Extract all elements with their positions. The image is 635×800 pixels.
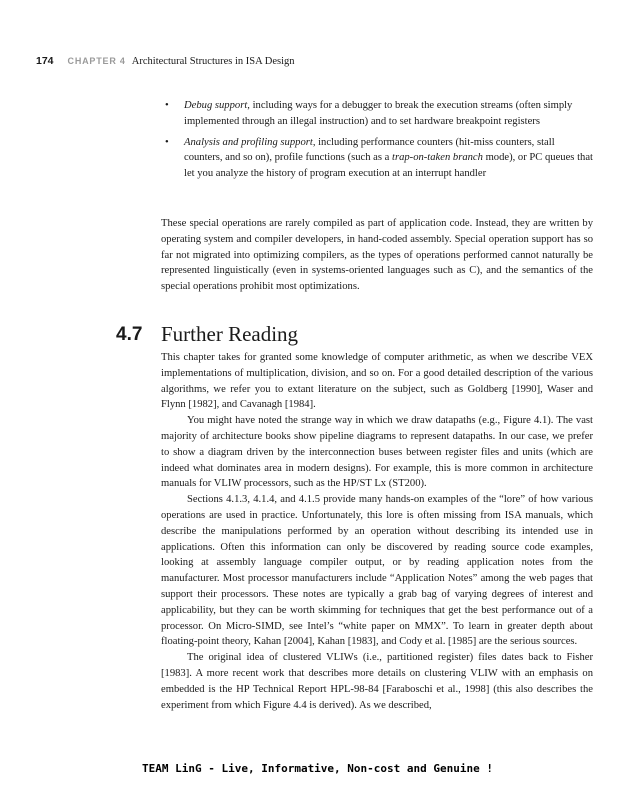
- list-item: [161, 135, 593, 182]
- body-paragraph: You might have noted the strange way in which we draw datapaths (e.g., Figure 4.1). The vast majority of architecture books show pipeline diagrams to represent datapaths. In our case, we prefer to show a diagram driven by the interconnection buses between register files and units (which are indeed what dominates area in modern designs). For example, this is more common in architecture manuals for VLIW processors, such as the HP/ST Lx (ST200).: [161, 415, 593, 490]
- running-header: [36, 55, 295, 67]
- bullet-list: [161, 98, 593, 187]
- section-body: [161, 350, 593, 713]
- bullet-term: Debug support: [184, 100, 248, 111]
- list-item: [161, 98, 593, 130]
- footer-banner: TEAM LinG - Live, Informative, Non-cost and Genuine !: [142, 762, 493, 775]
- section-number: 4.7: [116, 324, 143, 345]
- chapter-label: CHAPTER 4: [67, 56, 126, 66]
- body-paragraph: Sections 4.1.3, 4.1.4, and 4.1.5 provide many hands-on examples of the “lore” of how various operations are used in practice. Unfortunately, this lore is often missing from ISA manuals, which describe the manipulations performed by an operation without describing its intended use in applications. Often this information can only be discovered by reading source code examples, looking at assembly language compiler output, or by reading application notes from the manufacturer. Most processor manufacturers include “Application Notes” among the web pages that support their processors. These notes are typically a grab bag of varying degrees of interest and applicability, but they can be worth skimming for techniques that get the best performance out of a processor. On Micro-SIMD, see Intel’s “white paper on MMX”. To learn in greater depth about floating-point theory, Kahan [2004], Kahan [1983], and Cody et al. [1985] are the serious sources.: [161, 494, 593, 648]
- page-number: 174: [36, 55, 54, 67]
- body-paragraph: This chapter takes for granted some knowledge of computer arithmetic, as when we describe VEX implementations of multiplication, division, and so on. For a good detailed description of the various algorithms, we refer you to extant literature on the subject, such as Goldberg [1990], Waser and Flynn [1982], and Cavanagh [1984].: [161, 352, 593, 411]
- bullet-term: Analysis and profiling support: [184, 136, 313, 148]
- bullet-text: , including ways for a debugger to break the execution streams (often simply implemented through an illegal instruction) and to set hardware breakpoint registers: [184, 100, 573, 127]
- body-paragraph: The original idea of clustered VLIWs (i.e., partitioned register) files dates back to Fisher [1983]. A more recent work that describes more details on clustering VLIW with an emphasis on embedded is the HP Technical Report HPL-98-84 [Faraboschi et al., 1998] (this also describes the experiment from which Figure 4.4 is derived). As we described,: [161, 652, 593, 711]
- bullet-text: , including performance counters (hit-miss counters, stall counters, and so on), profile functions (such as a: [184, 136, 555, 164]
- bullet-emphasis: trap-on-taken branch: [392, 152, 483, 164]
- bullet-icon: •: [165, 136, 169, 148]
- bullet-icon: •: [165, 100, 169, 111]
- section-title: Further Reading: [161, 322, 299, 346]
- bullet-text-end: mode), or PC queues that let you analyze the history of program execution at an interrupt handler: [184, 152, 593, 180]
- intro-paragraph: These special operations are rarely compiled as part of application code. Instead, they are written by operating system and compiler developers, in hand-coded assembly. Special operation support has so far not migrated into optimizing compilers, as the types of operations performed cannot naturally be represented linguistically (even in systems-oriented languages such as C), and the semantics of the special operations prohibit most optimizations.: [161, 218, 593, 293]
- chapter-title: Architectural Structures in ISA Design: [131, 56, 295, 67]
